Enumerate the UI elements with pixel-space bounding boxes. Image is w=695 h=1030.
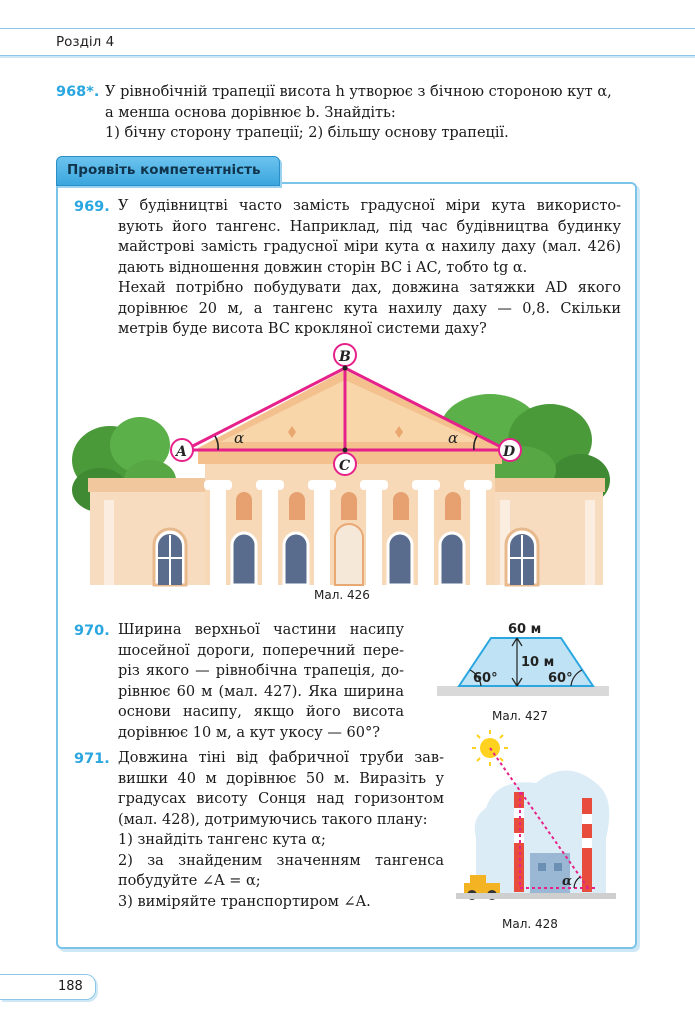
- problem-970-text: [118, 620, 404, 743]
- text-line: градусах висоту Сонця над горизонтом: [118, 791, 444, 807]
- text-line: а менша основа дорівнює b. Знайдіть:: [105, 104, 396, 121]
- text-line: 3) виміряйте транспортиром ∠A.: [118, 893, 371, 910]
- text-line: (мал. 428), дотримуючись такого плану:: [118, 811, 428, 828]
- figure-427: [433, 616, 613, 706]
- angle-label-right: α: [448, 429, 459, 447]
- text-line: вишки 40 м дорівнює 50 м. Виразіть у: [118, 770, 444, 787]
- label-angle-left: 60°: [473, 671, 498, 686]
- problem-number-971: 971.: [74, 751, 110, 767]
- text-line: 1) бічну сторону трапеції; 2) більшу основу трапеції.: [105, 125, 509, 141]
- label-angle-right: 60°: [548, 671, 573, 686]
- label-alpha: α: [562, 874, 573, 889]
- text-line: дорівнює 20 м, а тангенс кута нахилу даху — 0,8. Скільки: [118, 300, 621, 317]
- figure-426: [70, 340, 615, 590]
- point-C: [334, 453, 356, 475]
- label-A: A: [176, 444, 187, 460]
- problem-number-969: 969.: [74, 199, 110, 215]
- point-D: [499, 439, 521, 461]
- text-line: дають відношення довжин сторін BC і AC, тобто tg α.: [118, 259, 528, 276]
- section-title: Проявіть компетентність: [67, 162, 261, 178]
- problem-969-text: [118, 196, 621, 340]
- figure-428: [456, 728, 616, 913]
- page-number-tab: [0, 974, 96, 1000]
- text-line: вують його тангенс. Наприклад, під час будівництва будинку: [118, 218, 621, 235]
- problem-number-970: 970.: [74, 623, 110, 639]
- text-line: дорівнює 10 м, а кут укосу — 60°?: [118, 724, 380, 741]
- label-B: B: [339, 349, 351, 365]
- point-B: [334, 344, 356, 366]
- text-line: 1) знайдіть тангенс кута α;: [118, 832, 326, 848]
- problem-968-text: [105, 82, 635, 144]
- text-line: Ширина верхньої частини насипу: [118, 622, 404, 638]
- section-header: Розділ 4: [56, 34, 115, 50]
- text-line: рівнює 60 м (мал. 427). Яка ширина: [118, 683, 404, 700]
- problem-971-text: [118, 748, 444, 912]
- text-line: різ якого — рівнобічна трапеція, до-: [118, 663, 404, 679]
- text-line: Довжина тіні від фабричної труби зав-: [118, 750, 444, 766]
- page-number: 188: [58, 979, 83, 994]
- angle-label-left: α: [234, 429, 245, 447]
- figure-428-caption: Мал. 428: [502, 917, 558, 931]
- text-line: Нехай потрібно побудувати дах, довжина затяжки AD якого: [118, 280, 621, 296]
- figure-427-caption: Мал. 427: [492, 709, 548, 723]
- text-line: У будівництві часто замість градусної міри кута використо-: [118, 198, 621, 214]
- text-line: 2) за знайденим значенням тангенса: [118, 852, 444, 869]
- point-A: [171, 439, 193, 461]
- label-top-width: 60 м: [508, 622, 542, 637]
- label-D: D: [503, 444, 516, 460]
- text-line: У рівнобічній трапеції висота h утворює з бічною стороною кут α,: [105, 84, 612, 100]
- text-line: побудуйте ∠A = α;: [118, 873, 261, 889]
- problem-number-968: 968*.: [56, 84, 100, 100]
- text-line: шосейної дороги, поперечний пере-: [118, 642, 404, 659]
- text-line: майстрові замість градусної міри кута α нахилу даху (мал. 426): [118, 239, 621, 255]
- section-title-tab: [56, 156, 280, 186]
- label-C: C: [339, 458, 351, 474]
- text-line: основи насипу, якщо його висота: [118, 704, 404, 720]
- label-height: 10 м: [521, 655, 555, 670]
- text-line: метрів буде висота BC крокляної системи даху?: [118, 321, 487, 337]
- figure-426-caption: Мал. 426: [314, 588, 370, 602]
